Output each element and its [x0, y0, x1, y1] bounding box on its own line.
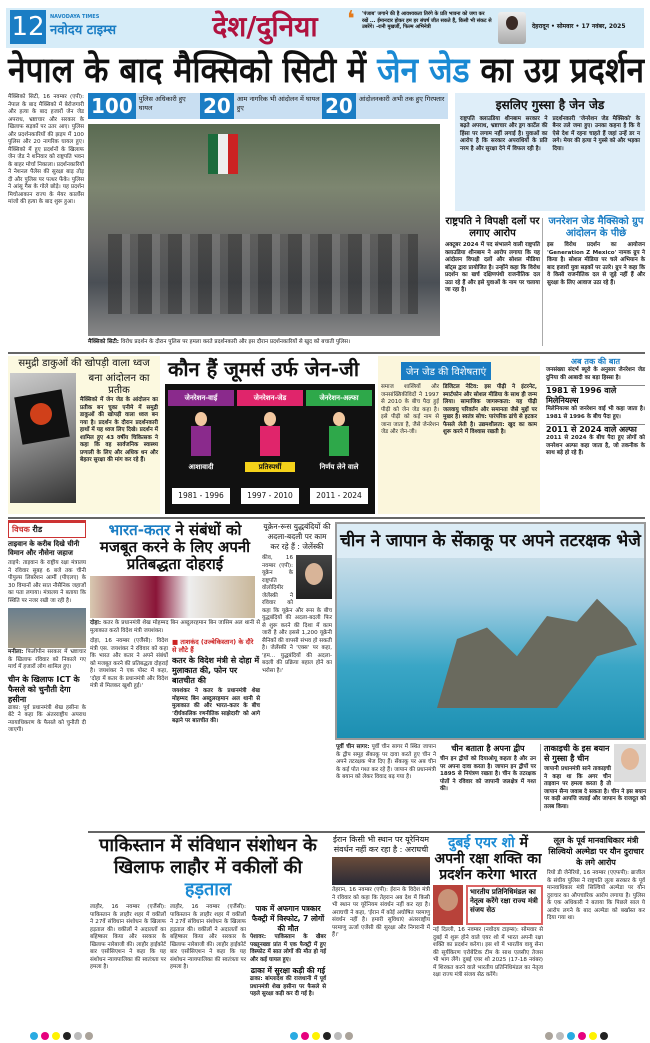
caption-place: मैक्सिको सिटी:: [88, 339, 120, 345]
generation-y: [168, 390, 234, 510]
bullet-note: ■ ताशकंद (उज्बेकिस्तान) के दौरे से लौटे हैं: [172, 638, 254, 654]
pirate-flag-article[interactable]: [8, 356, 160, 514]
article-title-wrap: [10, 358, 158, 371]
pakistan-article[interactable]: [90, 835, 326, 999]
vichak-read-label: [8, 520, 86, 538]
color-registration-marks: [545, 1032, 608, 1040]
lead-intro: मैक्सिको सिटी, 16 नवम्बर (एपी): नेपाल के बाद मैक्सिको में बेरोजगारी और हत्या के बाद हजारों जेन जेड अपराध, भ्रष्टाचार और सरकार के खिलाफ सड़कों पर उतर आए। पुलिस और प्रदर्शनकारियों की झड़प में 100 पुलिस और 20 नागरिक घायल हुए। मैक्सिको में हुए प्रदर्शनों के खिलाफ जेन जेड ने शनिवार को राष्ट्रपति भवन के बाहर मोर्चा निकाला। प्रदर्शनकारियों ने नेशनल पैलेस की सुरक्षा बाड़ तोड़ दी और पुलिस पर पत्थर फेंके। पुलिस ने आंसू गैस के गोले छोड़े। यह प्रदर्शन मिचोआकान राज्य के मेयर कार्लोस मांजो की हत्या के बाद शुरू हुआ।: [8, 94, 84, 205]
dateline: देहरादून • सोमवार • 17 नवंबर, 2025: [532, 23, 626, 30]
caption-text: विरोध प्रदर्शन के दौरान पुलिस पर हमला करते प्रदर्शनकारी और इस दौरान प्रदर्शनकारियों से खुद को बचाती पुलिस।: [119, 339, 351, 345]
why-title: इसलिए गुस्सा है जेन जेड: [495, 98, 605, 112]
china-claims-column: [440, 744, 536, 794]
pirate-flag-photo: [10, 373, 76, 503]
paper-name: नवोदय टाइम्स: [50, 23, 117, 38]
article-title: जनरेशन जेड मैक्सिको ग्रुप आंदोलन के पीछे: [548, 216, 644, 239]
article-body: लाहौर, 16 नवम्बर (एजैंसी): पाकिस्तान के लाहौर शहर में वकीलों ने 27वें संविधान संशोधन के खिलाफ हड़ताल की। वकीलों ने अदालतों का बहिष्कार किया और सरकार के खिलाफ नारेबाजी की। लाहौर हाईकोर्ट बार एसोसिएशन ने कहा कि यह संशोधन न्यायपालिका की स्वतंत्रता पर हमला है।: [90, 904, 166, 970]
headline-part: में अपनी रक्षा शक्ति का प्रदर्शन करेगा भारत: [434, 835, 542, 883]
article-title: ताइवान के करीब दिखे चीनी विमान और नौसेना जहाज: [8, 540, 80, 557]
lead-headline[interactable]: [8, 52, 644, 90]
so-far-body: जनसंख्या संदर्भ ब्यूरो के अनुसार जेनरेशन जेड दुनिया की आबादी का बड़ा हिस्सा है।: [546, 367, 645, 381]
so-far-subhead: 1981 से 1996 वाले मिलेनियल्स: [546, 385, 645, 406]
photo-caption: [90, 620, 260, 635]
china-headline: चीन ने जापान के सेंकाकू पर अपने तटरक्षक भेजे: [340, 531, 641, 551]
article-title: राष्ट्रपति ने विपक्षी दलों पर लगाए आरोप: [445, 216, 540, 239]
dateline-place: पूर्वी चीन सागर:: [336, 744, 370, 750]
column-body: जापानी प्रधानमंत्री साने ताकाइची ने कहा था कि अगर चीन ताइवान पर हमला करता है तो जापान सैन्य जवाब दे सकता है। चीन ने इस बयान पर कड़ी आपत्ति जताई और जापान के राजदूत को तलब किया।: [544, 766, 646, 810]
dubai-headline: [433, 835, 543, 883]
article-body: मैक्सिको में जेन जेड के आंदोलन का प्रतीक बन चुका एनीमे में समुद्री डाकुओं की खोपड़ी वाला ध्वज बन गया है। प्रदर्शन के दौरान प्रदर्शनकारी हाथों में यह ध्वज लिए दिखे। प्रदर्शन में शामिल हुए 43 वर्षीय चिकित्सक ने कहा कि वह सार्वजनिक स्वास्थ्य प्रणाली के लिए और अधिक धन और बेहतर सुरक्षा की मांग कर रहे हैं।: [80, 397, 158, 463]
generation-trait: आशावादी: [188, 463, 214, 471]
article-body-cont: लाहौर, 16 नवम्बर (एजैंसी): पाकिस्तान के लाहौर शहर में वकीलों ने 27वें संविधान संशोधन के खिलाफ हड़ताल की। वकीलों ने अदालतों का बहिष्कार किया और सरकार के खिलाफ नारेबाजी की। लाहौर हाईकोर्ट बार एसोसिएशन ने कहा कि यह संशोधन न्यायपालिका की स्वतंत्रता पर हमला है।: [170, 904, 246, 970]
qatar-headline: [90, 522, 260, 573]
qatar-article[interactable]: [90, 522, 260, 726]
article-body: तेहरान, 16 नवम्बर (एपी): ईरान के विदेश मंत्री ने रविवार को कहा कि तेहरान अब देश में किसी भी स्थान पर यूरेनियम संवर्धन नहीं कर रहा है। अराघची ने कहा, 'ईरान में कोई अघोषित परमाणु संवर्धन नहीं है। हमारी सुविधाएं अंतरराष्ट्रीय परमाणु ऊर्जा एजेंसी की सुरक्षा और निगरानी में हैं।': [332, 887, 430, 938]
article-subhead: कतर के विदेश मंत्री से दोहा में मुलाकात की, फोन पर बातचीत की: [172, 656, 260, 685]
article-body: ढाका: बांग्लादेश की राजधानी में पूर्व प्रधानमंत्री शेख हसीना पर फैसले से पहले सुरक्षा कड़ी कर दी गई है।: [250, 976, 326, 997]
caption-place: दोहा:: [90, 620, 102, 626]
china-headline-wrap: [337, 524, 644, 558]
generation-years: 1997 - 2010: [241, 488, 299, 504]
headline-highlight: जेन जेड: [377, 51, 470, 91]
article-body: रियो डी जेनेरियो, 16 नवम्बर (एएफपी): ब्राजील के संघीय पुलिस ने राष्ट्रपति लूला सरकार के पूर्व मानवाधिकार मंत्री सिल्वियो अल्मेडा पर यौन दुराचार का औपचारिक आरोप लगाया है। पुलिस के एक अधिकारी ने बताया कि पिछले साल ये आरोप लगने के बाद अल्मेडा को बर्खास्त कर दिया गया था।: [547, 870, 645, 921]
features-columns: [381, 384, 537, 437]
dubai-callout-row: [433, 885, 543, 925]
manila-protest-photo: [8, 608, 86, 648]
article-body: अक्टूबर 2024 में पद संभालने वाली राष्ट्रपति क्लाउडिया शीनबाम ने आरोप लगाया कि यह आंदोलन विपक्षी दलों और सोशल मीडिया बॉट्स द्वारा प्रायोजित है। उन्होंने कहा कि विरोध प्रदर्शन का खर्च दक्षिणपंथी राजनीतिक दल उठा रहे हैं और इसे युवाओं के नाम पर चलाया जा रहा है।: [445, 242, 540, 293]
president-article[interactable]: [445, 216, 540, 295]
column-title: ताकाइची के इस बयान से गुस्सा है चीन: [544, 744, 610, 763]
caption-text: कतर के प्रधानमंत्री शेख मोहम्मद बिन अब्दुलरहमान बिन जासिम अल थानी से मुलाकात करते विदेश मंत्री जयशंकर।: [90, 620, 260, 634]
label-part: विचक: [12, 525, 30, 534]
stat-number: 100: [88, 93, 136, 119]
pakistan-headline: [90, 835, 326, 901]
pirate-row: [10, 373, 158, 503]
article-title-cont: बना आंदोलन का प्रतीक: [88, 373, 150, 396]
generation-name: जेनरेशन-अल्फा: [306, 390, 372, 406]
senkaku-islands-photo: [337, 558, 644, 738]
sanjay-seth-photo: [433, 885, 463, 925]
stat-1: [88, 93, 204, 119]
brazil-headline: लूल के पूर्व मानवाधिकार मंत्री सिल्वियो अल्मेडा पर यौन दुराचार के लगे आरोप: [548, 836, 644, 867]
dubai-article[interactable]: [433, 835, 543, 980]
iran-article[interactable]: [332, 835, 430, 940]
generation-years: 2011 - 2024: [310, 488, 368, 504]
stat-number: 20: [322, 93, 356, 119]
stat-2: [200, 93, 324, 119]
generations-infographic: [165, 384, 375, 514]
stat-3: [322, 93, 448, 119]
so-far-subhead: 2011 से 2024 वाले अल्फा: [546, 424, 645, 435]
quote: [362, 11, 492, 31]
generation-years: 1981 - 1996: [172, 488, 230, 504]
takaichi-photo: [614, 744, 646, 782]
article-body: कीव, 16 नवम्बर (एपी): यूक्रेन के राष्ट्रपति वोलोदिमीर जेलेंस्की ने रविवार को कहा कि यूक्रेन और रूस के बीच युद्धबंदियों की अदला-बदली फिर से शुरू करने की दिशा में काम जारी है और इससे 1,200 यूक्रेनी सैनिकों की वापसी संभव हो सकती है। जेलेंस्की ने 'एक्स' पर कहा, 'हम... युद्धबंदियों की अदला-बदली की प्रक्रिया बहाल होने का भरोसा है।': [262, 555, 332, 674]
takaichi-column: [540, 744, 646, 811]
column-body: चीन इन द्वीपों को दियाओयू कहता है और उन पर अपना दावा करता है। जापान इन द्वीपों पर 1895 से नियंत्रण रखता है। चीन के तटरक्षक पोतों ने रविवार को जापानी जलक्षेत्र में गश्त की।: [440, 756, 536, 792]
factory-blast-article: [250, 904, 326, 999]
generation-trait: निर्णय लेने वाले: [319, 463, 359, 471]
gengroup-article[interactable]: [547, 216, 645, 287]
article-title: पाक में अफगान पत्रकार फैक्ट्री में विस्फोट, 7 लोगों की मौत: [251, 904, 325, 933]
zelensky-article[interactable]: [262, 522, 332, 675]
photo-caption: [88, 339, 440, 346]
divider: [8, 352, 645, 354]
caption-place: मनीला:: [8, 649, 24, 655]
generation-name: जेनरेशन-जेड: [237, 390, 303, 406]
article-body: ढाका: पूर्व प्रधानमंत्री शेख हसीना के बेटे ने कहा कि अंतरराष्ट्रीय अपराध न्यायाधिकरण के फैसले को चुनौती दी जाएगी।: [8, 704, 86, 733]
stat-label: पुलिस अधिकारी हुए घायल: [136, 93, 204, 119]
photo-caption: [8, 649, 86, 672]
article-body: जयशंकर ने कतर के प्रधानमंत्री शेख मोहम्मद बिन अब्दुलरहमान अल थानी से मुलाकात की और भारत-कतर के बीच 'दीर्घकालिक रणनीतिक साझेदारी' को आगे बढ़ाने पर बातचीत की।: [172, 688, 260, 724]
qatar-columns: [90, 638, 260, 726]
paper-tag: NAVODAYA TIMES: [50, 14, 100, 20]
divider: [542, 218, 543, 346]
qatar-right-column: [172, 638, 260, 726]
label-part: रीड: [29, 525, 43, 534]
so-far-title: अब तक की बात: [570, 357, 621, 366]
why-box: [455, 93, 645, 211]
headline-part: पाकिस्तान में संविधान संशोधन के खिलाफ लाहौर में वकीलों की: [99, 835, 317, 878]
divider: [88, 831, 645, 833]
headline-highlight: भारत-कतर: [108, 521, 171, 539]
headline-line: [8, 52, 644, 90]
article-title: ढाका में सुरक्षा कड़ी की गई: [250, 966, 326, 975]
caption-text: फिलीपीन सरकार में भ्रष्टाचार के खिलाफ रविवार को निकाले गए मार्च में हजारों लोग शामिल हुए।: [8, 649, 86, 670]
page-number: 12: [11, 12, 45, 42]
zelensky-photo: [296, 555, 332, 599]
dubai-callout: भारतीय प्रतिनिधिमंडल का नेतृत्व करेंगे रक्षा राज्य मंत्री संजय सेठ: [466, 885, 543, 925]
zoomers-title: कौन हैं जूमर्स उर्फ जेन-जी: [168, 357, 360, 381]
zelensky-headline: यूक्रेन-रूस युद्धबंदियों की अदला-बदली पर काम कर रहे हैं : जेलेंस्की: [263, 522, 331, 551]
so-far-box: [546, 357, 645, 458]
features-box: [378, 356, 540, 514]
vichak-column: [8, 520, 86, 735]
generation-trait: प्रतिस्पर्धी: [245, 462, 295, 472]
color-registration-marks: [30, 1032, 93, 1040]
iran-photo: [332, 857, 430, 885]
generation-z: [237, 390, 303, 510]
headline-part: का उग्र प्रदर्शन: [469, 51, 644, 91]
stat-label: आम नागरिक भी आंदोलन में घायल हुए: [234, 93, 324, 119]
why-body: राष्ट्रपति क्लाउडिया शीनबाम सरकार ने बढ़ते अपराध, भ्रष्टाचार और ड्रग कार्टेल की हिंसा पर लगाम नहीं लगाई है। युवाओं का आरोप है कि सरकार अपराधियों के प्रति नरम है और सुरक्षा देने में विफल रही है।: [460, 115, 548, 152]
headline-highlight: हड़ताल: [184, 879, 232, 900]
person-figure-icon: [191, 412, 211, 456]
stat-label: आंदोलनकारी अभी तक हुए गिरफ्तार: [356, 93, 448, 119]
zoomers-title-wrap: [168, 356, 373, 382]
quote-author-photo: [498, 12, 526, 44]
generation-alpha: [306, 390, 372, 510]
article-text: पूर्वी चीन सागर में स्थित जापान के द्वीप समूह सेंकाकू पर दावा करते हुए चीन ने अपने तटरक्षक भेज दिए हैं। सेंकाकू पर अब चीन के कई पोत गश्त कर रहे हैं। जापान की प्रधानमंत्री के बयान को लेकर विवाद बढ़ गया है।: [336, 744, 436, 780]
divider: [8, 517, 645, 519]
article-title: समुद्री डाकुओं की खोपड़ी वाला ध्वज: [18, 358, 150, 369]
article-body: इस विरोध प्रदर्शन का आयोजन 'Generation Z Mexico' नामक ग्रुप ने किया है। सोशल मीडिया पर चले अभियान के बाद हजारों युवा सड़कों पर उतरे। ग्रुप ने कहा कि वे किसी राजनीतिक दल से जुड़े नहीं हैं और सुरक्षा के लिए आवाज उठा रहे हैं।: [547, 242, 645, 286]
quote-author: -रानी मुखर्जी, फिल्म अभिनेत्री: [376, 24, 431, 30]
article-body: नई दिल्ली, 16 नवम्बर (नवोदय टाइम्स): सोमवार से दुबई में शुरू होने वाले एयर शो में भारत अपनी रक्षा शक्ति का प्रदर्शन करेगा। इस शो में भारतीय वायु सेना की सूर्यकिरण एरोबेटिक टीम के साथ एलसीए तेजस भी भाग लेंगे। दुबई एयर शो 2025 (17-18 नवंबर) में शिरकत करने वाले भारतीय प्रतिनिधिमंडल का नेतृत्व रक्षा राज्य मंत्री संजय सेठ करेंगे।: [433, 927, 543, 978]
headline-part: नेपाल के बाद मैक्सिको सिटी में: [8, 51, 378, 91]
article-body-wrap: [262, 555, 332, 675]
article-body: ताइपे: ताइवान के राष्ट्रीय रक्षा मंत्रालय ने रविवार सुबह 6 बजे तक चीनी पीपुल्स लिबरेशन आर्मी (पीएलए) के 30 विमानों और सात नौसैनिक जहाजों का पता लगाया। मंत्रालय ने बताया कि स्थिति पर नजर रखी जा रही है।: [8, 560, 86, 604]
person-figure-icon: [329, 412, 349, 456]
so-far-body: 2011 से 2024 के बीच पैदा हुए लोगों को जनरेशन अल्फा कहा जाता है, जो तकनीक के साथ बड़े हो रहे हैं।: [546, 435, 645, 456]
features-body: डिजिटल नेटिव: इस पीढ़ी ने इंटरनेट, स्मार्टफोन और सोशल मीडिया के साथ ही जन्म लिया। सामाजिक जागरूकता: यह पीढ़ी जलवायु परिवर्तन और समानता जैसे मुद्दों पर मुखर है। स्वतंत्र सोच: पारंपरिक ढांचे से हटकर फैसले लेती है। उद्यमशीलता: खुद का काम शुरू करने में विश्वास रखती है।: [443, 384, 537, 435]
person-figure-icon: [260, 412, 280, 456]
section-title-wrap: [190, 10, 340, 44]
so-far-body: मिलेनियल्स को जनरेशन वाई भी कहा जाता है। 1981 से 1996 के बीच पैदा हुए।: [546, 406, 645, 420]
article-title: चीन के खिलाफ ICT के फैसले को चुनौती देगा हसीना: [8, 674, 80, 704]
stat-number: 20: [200, 93, 234, 119]
features-title: जेन जेड की विशेषताएं: [401, 362, 491, 380]
headline-part: ने संबंधों को मजबूत करने के लिए अपनी प्रतिबद्धता दोहराई: [99, 521, 251, 573]
quote-text: 'पंजाब' जगाने की है आवश्यकता तिरंगे के प्रति भावना को जगा कर रखें ... ईमानदार होकर हम हर संघर्ष जीत सकते हैं, किसी भी संकट से उबरेंगे।: [362, 11, 492, 30]
section-title: देश/दुनिया: [212, 10, 318, 43]
brazil-article[interactable]: [547, 835, 645, 923]
paper-logo: [50, 14, 150, 38]
article-body: पेशावर: पाकिस्तान के खैबर पख्तूनख्वा प्रांत में एक फैक्ट्री में हुए विस्फोट में सात लोगों की मौत हो गई और कई घायल हुए।: [250, 934, 326, 963]
quote-mark-icon: ❛: [347, 7, 355, 32]
features-intro: समाज शास्त्रियों और जनसांख्यिकीविदों ने 1997 से 2010 के बीच पैदा हुई पीढ़ी को जेन जेड कहा है। इसे पीढ़ी को कई नाम से जाना जाता है, जैसे जेनरेशन जेड और जेन-जी।: [381, 384, 439, 435]
pakistan-columns: [90, 904, 326, 999]
headline-highlight: दुबई एयर शो: [447, 835, 515, 851]
color-registration-marks: [290, 1032, 353, 1040]
generation-name: जेनरेशन-वाई: [168, 390, 234, 406]
why-body: प्रदर्शनकारी 'जेनरेशन जेड मैक्सिको' के बैनर तले जमा हुए। उनका कहना है कि वे ऐसे देश में रहना चाहते हैं जहां उन्हें डर न लगे। मेयर की हत्या ने गुस्से को और भड़का दिया।: [552, 115, 640, 152]
column-title: चीन बताता है अपना द्वीप: [451, 744, 525, 753]
pirate-text: [80, 373, 158, 503]
article-body: दोहा, 16 नवम्बर (एजैंसी): विदेश मंत्री एस. जयशंकर ने रविवार को कहा कि भारत और कतर ने अपने संबंधों को मजबूत करने की प्रतिबद्धता दोहराई है। जयशंकर ने एक पोस्ट में कहा, 'दोहा में कतर के प्रधानमंत्री और विदेश मंत्री से मिलकर खुशी हुई।': [90, 638, 168, 689]
jaishankar-qatar-photo: [90, 576, 255, 618]
article-body: [336, 744, 436, 782]
iran-headline: ईरान किसी भी स्थान पर यूरेनियम संवर्धन नहीं कर रहा है : अराघची: [332, 835, 430, 854]
protest-photo[interactable]: [88, 124, 440, 336]
